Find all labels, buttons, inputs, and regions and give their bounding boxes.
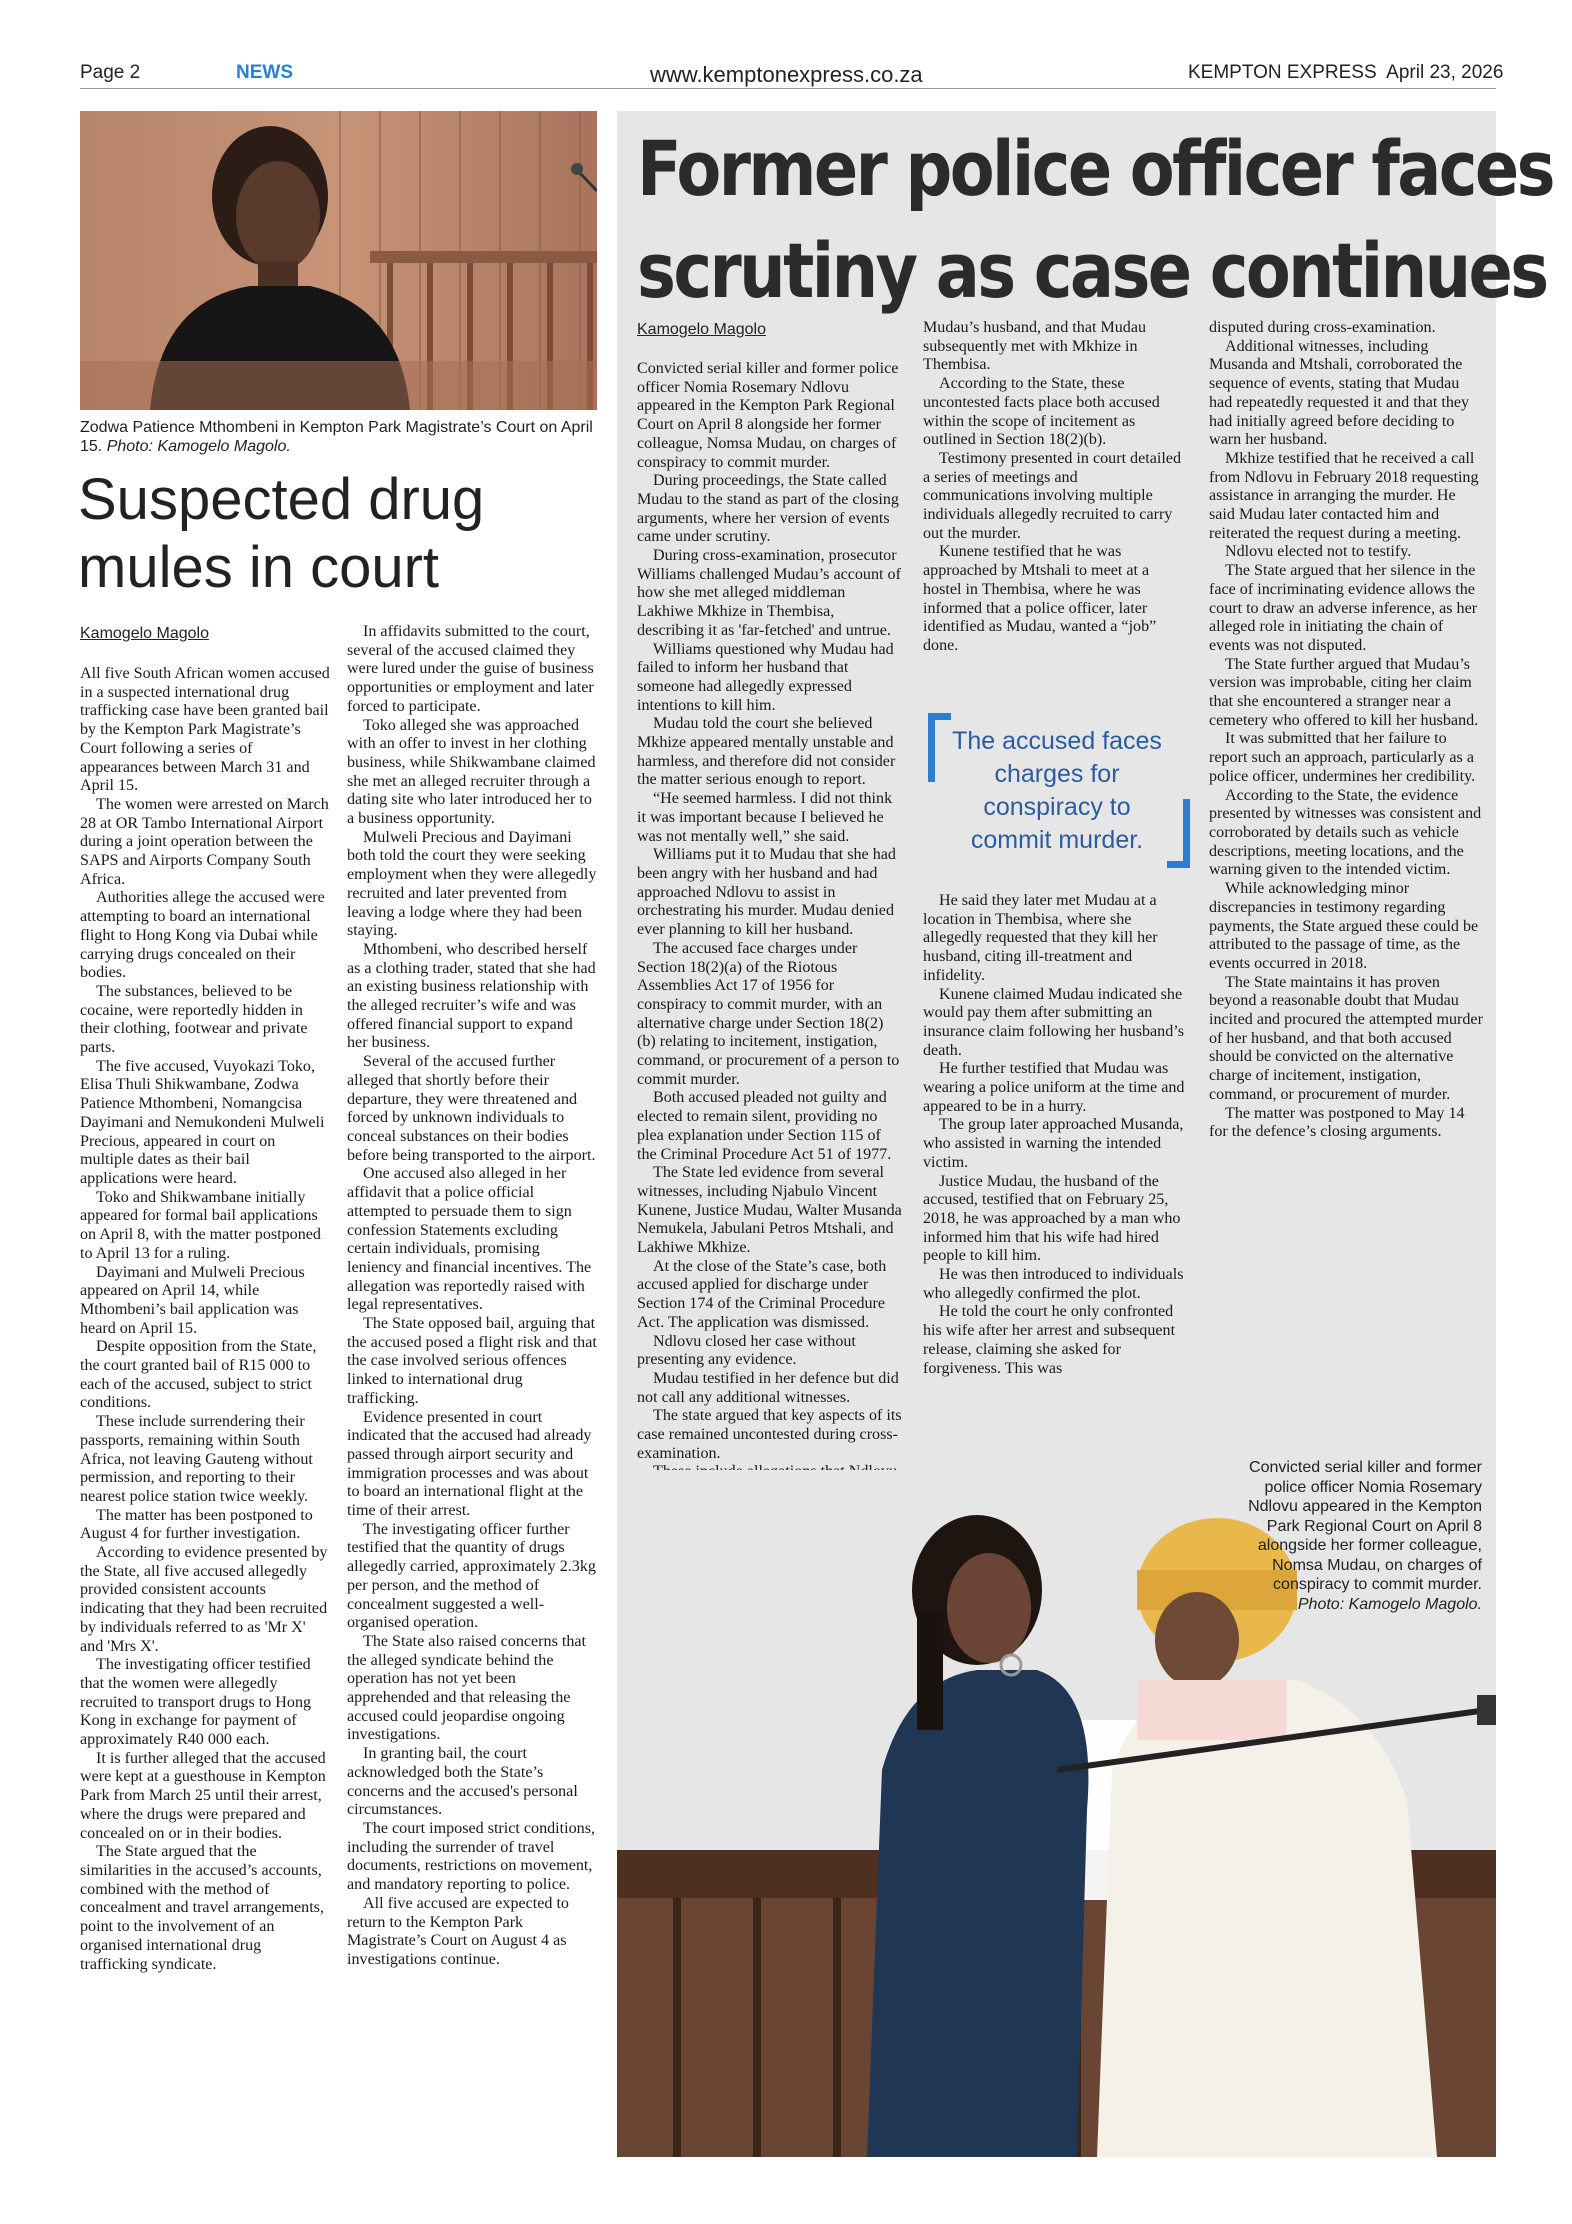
paragraph: According to evidence presented by the State, all five accused allegedly provided consistent accounts indicating that they had been recruited by individuals referred to as 'Mr X' and 'Mrs X'. bbox=[80, 1544, 328, 1655]
paragraph: One accused also alleged in her affidavit that a police official attempted to persuade them to sign confession Statements excluding certain individuals, promising leniency and financial incentives. The allegation was reportedly raised with legal representatives. bbox=[347, 1165, 592, 1314]
right-headline[interactable] bbox=[637, 118, 1553, 322]
paragraph: The accused face charges under Section 18(2)(a) of the Riotous Assemblies Act 17 of 1956 for conspiracy to commit murder, with an alternative charge under Section 18(2)(b) relating to incitement, instigation, command, or procurement of a person to commit murder. bbox=[637, 939, 900, 1088]
paragraph: The court imposed strict conditions, including the surrender of travel documents, restrictions on movement, and mandatory reporting to police. bbox=[347, 1820, 595, 1894]
paragraph: The substances, believed to be cocaine, were reportedly hidden in their clothing, footwear and private parts. bbox=[80, 982, 308, 1057]
paragraph: The State argued that her silence in the face of incriminating evidence allows the court to draw an adverse inference, as her alleged role in initiating the chain of events was not disputed. bbox=[1209, 562, 1478, 654]
paragraph: Despite opposition from the State, the court granted bail of R15 000 to each of the accused, subject to strict conditions. bbox=[80, 1338, 317, 1412]
paragraph: All five accused are expected to return to the Kempton Park Magistrate’s Court on August 4 as investigations continue. bbox=[347, 1894, 569, 1968]
paragraph: Toko and Shikwambane initially appeared for formal bail applications on April 8, with the matter postponed to April 13 for a ruling. bbox=[80, 1188, 321, 1262]
masthead bbox=[1188, 62, 1503, 84]
paragraph: Convicted serial killer and former police officer Nomia Rosemary Ndlovu appeared in the Kempton Park Regional Court on April 8 alongside her former colleague, Nomsa Mudau, on charges of conspiracy to commit murder. bbox=[637, 360, 899, 471]
right-headline-line2: scrutiny as case continues bbox=[637, 226, 1547, 315]
paragraph: Additional witnesses, including Musanda and Mtshali, corroborated the sequence of events, stating that Mudau had repeatedly requested it and that they had initially agreed before deciding to warn her husband. bbox=[1209, 337, 1470, 449]
pull-quote-close-bracket bbox=[1167, 799, 1190, 868]
paragraph: Mudau testified in her defence but did not call any additional witnesses. bbox=[637, 1369, 899, 1406]
paragraph: “He seemed harmless. I did not think it was important because I believed he was not mentally well,” she said. bbox=[637, 790, 893, 845]
right-story-column-2-top bbox=[923, 319, 1188, 656]
paragraph: He was then introduced to individuals who allegedly confirmed the plot. bbox=[923, 1266, 1184, 1302]
paragraph: The state argued that key aspects of its case remained uncontested during cross-examination. bbox=[637, 1407, 902, 1462]
paragraph: The investigating officer further testified that the quantity of drugs allegedly carried, approximately 2.3kg per person, and the method of concealment suggested a well-organised operation. bbox=[347, 1520, 596, 1632]
paragraph: During cross-examination, prosecutor Williams challenged Mudau’s account of how she met alleged middleman Lakhiwe Mkhize in Thembisa, describing it as 'far-fetched' and untrue. bbox=[637, 547, 901, 639]
right-story-column-1 bbox=[637, 360, 902, 1538]
paragraph: Mkhize testified that he received a call from Ndlovu in February 2018 requesting assistance in arranging the murder. He said Mudau later contacted him and reiterated the request during a meeting. bbox=[1209, 449, 1479, 542]
paragraph: Dayimani and Mulweli Precious appeared on April 14, while Mthombeni’s bail application was heard on April 15. bbox=[80, 1263, 305, 1337]
paragraph: The five accused, Vuyokazi Toko, Elisa Thuli Shikwambane, Zodwa Patience Mthombeni, Nomangcisa Dayimani and Nemukondeni Mulweli Precious, appeared in court on multiple dates as their bail applications were heard. bbox=[80, 1057, 325, 1187]
paragraph: Justice Mudau, the husband of the accused, testified that on February 25, 2018, he was approached by a man who informed him that his wife had hired people to kill him. bbox=[923, 1172, 1181, 1265]
left-headline-line1: Suspected drug bbox=[78, 467, 485, 532]
paragraph: Ndlovu closed her case without presenting any evidence. bbox=[637, 1332, 856, 1369]
right-photo-caption bbox=[1228, 1458, 1482, 1614]
paragraph: He further testified that Mudau was wearing a police uniform at the time and appeared to be in a hurry. bbox=[923, 1060, 1185, 1115]
paragraph: The State opposed bail, arguing that the accused posed a flight risk and that the case involved serious offences linked to international drug trafficking. bbox=[347, 1315, 597, 1407]
section-label[interactable]: NEWS bbox=[236, 62, 293, 83]
right-headline-line1: Former police officer faces bbox=[637, 124, 1553, 213]
right-byline[interactable]: Kamogelo Magolo bbox=[637, 321, 766, 338]
paragraph: At the close of the State’s case, both accused applied for discharge under Section 174 of the Criminal Procedure Act. The application was dismissed. bbox=[637, 1257, 887, 1331]
paragraph: The group later approached Musanda, who assisted in warning the intended victim. bbox=[923, 1116, 1184, 1171]
paragraph: These include surrendering their passports, remaining within South Africa, not leaving Gauteng without permission, and reporting to their nearest police station twice weekly. bbox=[80, 1413, 313, 1505]
paragraph: According to the State, the evidence presented by witnesses was consistent and corroborated by details such as vehicle descriptions, meeting locations, and the warning given to the intended victim. bbox=[1209, 786, 1482, 879]
paragraph: Mthombeni, who described herself as a clothing trader, stated that she had an existing business relationship with the alleged recruiter’s wife and was offered financial support to expand her business. bbox=[347, 940, 596, 1052]
left-byline[interactable]: Kamogelo Magolo bbox=[80, 625, 209, 642]
paragraph: It is further alleged that the accused were kept at a guesthouse in Kempton Park from March 25 until their arrest, where the drugs were prepared and concealed on or in their bodies. bbox=[80, 1749, 326, 1842]
masthead-title: KEMPTON EXPRESS bbox=[1188, 62, 1377, 83]
right-story-column-2-bottom bbox=[923, 892, 1188, 1378]
paragraph: The State maintains it has proven beyond a reasonable doubt that Mudau incited and procured the attempted murder of her husband, and that both accused should be convicted on the alternative charge of incitement, instigation, command, or procurement of murder. bbox=[1209, 973, 1483, 1103]
left-caption-text: Zodwa Patience Mthombeni in Kempton Park Magistrate’s Court on April 15. bbox=[80, 419, 593, 455]
paragraph: Mudau told the court she believed Mkhize appeared mentally unstable and harmless, and therefore did not consider the matter serious enough to report. bbox=[637, 715, 896, 789]
paragraph: Williams questioned why Mudau had failed to inform her husband that someone had allegedly expressed intentions to kill him. bbox=[637, 640, 894, 714]
paragraph: Mudau’s husband, and that Mudau subsequently met with Mkhize in Thembisa. bbox=[923, 319, 1147, 374]
left-headline-line2: mules in court bbox=[78, 535, 440, 600]
paragraph: The investigating officer testified that the women were allegedly recruited to transport drugs to Hong Kong in exchange for payment of approximately R40 000 each. bbox=[80, 1656, 312, 1749]
right-caption-credit: Photo: Kamogelo Magolo. bbox=[1297, 1595, 1482, 1613]
paragraph: Williams put it to Mudau that she had been angry with her husband and had approached Ndlovu to assist in orchestrating his murder. Mudau denied ever planning to kill her husband. bbox=[637, 846, 896, 939]
paragraph: Kunene claimed Mudau indicated she would pay them after submitting an insurance claim following her husband’s death. bbox=[923, 985, 1185, 1059]
paragraph: It was submitted that her failure to report such an approach, particularly as a police officer, undermines her credibility. bbox=[1209, 730, 1476, 785]
paragraph: According to the State, these uncontested facts place both accused within the scope of incitement as outlined in Section 18(2)(b). bbox=[923, 375, 1160, 449]
paragraph: Mulweli Precious and Dayimani both told the court they were seeking employment when they were allegedly recruited and later prevented from leaving a lodge where they had been staying. bbox=[347, 828, 597, 940]
paragraph: Several of the accused further alleged that shortly before their departure, they were threatened and forced by unknown individuals to conceal substances on their bodies before being transported to the airport. bbox=[347, 1053, 596, 1164]
paragraph: Authorities allege the accused were attempting to board an international flight to Hong Kong via Dubai while carrying drugs concealed on their bodies. bbox=[80, 889, 325, 982]
page-number: Page 2 bbox=[80, 62, 141, 83]
right-caption-text: Convicted serial killer and former police officer Nomia Rosemary Ndlovu appeared in the Kempton Park Regional Court on April 8 alongside her former colleague, Nomsa Mudau, on charges of conspiracy to commit murder. bbox=[1248, 1459, 1482, 1593]
paragraph: Testimony presented in court detailed a series of meetings and communications involving multiple individuals allegedly recruited to carry out the murder. bbox=[923, 449, 1181, 542]
paragraph: The State led evidence from several witnesses, including Njabulo Vincent Kunene, Justice Mudau, Walter Musanda Nemukela, Jabulani Petros Mtshali, and Lakhiwe Mkhize. bbox=[637, 1164, 902, 1257]
paragraph: Kunene testified that he was approached by Mtshali to meet at a hostel in Thembisa, where he was informed that a police officer, later identified as Mudau, wanted a “job” done. bbox=[923, 543, 1157, 654]
paragraph: The matter has been postponed to August 4 for further investigation. bbox=[80, 1506, 313, 1543]
left-headline[interactable] bbox=[78, 466, 618, 602]
paragraph: In granting bail, the court acknowledged both the State’s concerns and the accused's personal circumstances. bbox=[347, 1745, 578, 1819]
paragraph: He said they later met Mudau at a location in Thembisa, where she allegedly requested that they kill her husband, citing ill-treatment and infidelity. bbox=[923, 892, 1158, 984]
site-url[interactable]: www.kemptonexpress.co.za bbox=[650, 62, 923, 87]
header-rule bbox=[80, 88, 1496, 89]
paragraph: The State argued that the similarities in the accused’s accounts, combined with the method of concealment and travel arrangements, point to the involvement of an organised international drug trafficking syndicate. bbox=[80, 1843, 324, 1973]
left-story-column-2 bbox=[347, 623, 597, 1970]
paragraph: In affidavits submitted to the court, several of the accused claimed they were lured under the guise of business opportunities or employment and later forced to participate. bbox=[347, 623, 594, 715]
left-caption-credit: Photo: Kamogelo Magolo. bbox=[106, 438, 291, 455]
paragraph: He told the court he only confronted his wife after her arrest and subsequent release, claiming she asked for forgiveness. This was bbox=[923, 1303, 1176, 1377]
paragraph: The women were arrested on March 28 at OR Tambo International Airport during a joint operation between the SAPS and Airports Company South Africa. bbox=[80, 795, 329, 888]
paragraph: During proceedings, the State called Mudau to the stand as part of the closing arguments, where her version of events came under scrutiny. bbox=[637, 472, 899, 546]
paragraph: The matter was postponed to May 14 for the defence’s closing arguments. bbox=[1209, 1104, 1465, 1141]
issue-date: April 23, 2026 bbox=[1386, 62, 1504, 83]
paragraph: Toko alleged she was approached with an offer to invest in her clothing business, while Shikwambane claimed she met an alleged recruiter through a dating site who later introduced her to a business opportunity. bbox=[347, 716, 596, 828]
pull-quote-text: The accused faces charges for conspiracy to commit murder. bbox=[952, 727, 1162, 854]
paragraph: The State also raised concerns that the alleged syndicate behind the operation has not yet been apprehended and that releasing the accused could jeopardise ongoing investigations. bbox=[347, 1632, 586, 1744]
paragraph: disputed during cross-examination. bbox=[1209, 319, 1436, 336]
left-story-column-1 bbox=[80, 665, 330, 1974]
paragraph: The State further argued that Mudau’s version was improbable, citing her claim that she encountered a stranger near a cemetery who offered to kill her husband. bbox=[1209, 655, 1479, 729]
paragraph: Both accused pleaded not guilty and elected to remain silent, providing no plea explanation under Section 115 of the Criminal Procedure Act 51 of 1977. bbox=[637, 1089, 892, 1163]
paragraph: All five South African women accused in a suspected international drug trafficking case have been granted bail by the Kempton Park Magistrate’s Court following a series of appearances between March 31 and April 15. bbox=[80, 665, 330, 795]
paragraph: While acknowledging minor discrepancies in testimony regarding payments, the State argued these could be attributed to the passage of time, as the events occurred in 2018. bbox=[1209, 880, 1479, 972]
left-story-photo bbox=[80, 111, 597, 410]
paragraph: Evidence presented in court indicated that the accused had already passed through airport security and immigration processes and was about to board an international flight at the time of their arrest. bbox=[347, 1408, 592, 1520]
pull-quote bbox=[928, 713, 1190, 868]
right-story-column-3 bbox=[1209, 319, 1484, 1142]
courtroom-photo-mthombeni bbox=[80, 111, 597, 410]
paragraph: Ndlovu elected not to testify. bbox=[1225, 543, 1412, 561]
left-photo-caption bbox=[80, 418, 600, 456]
